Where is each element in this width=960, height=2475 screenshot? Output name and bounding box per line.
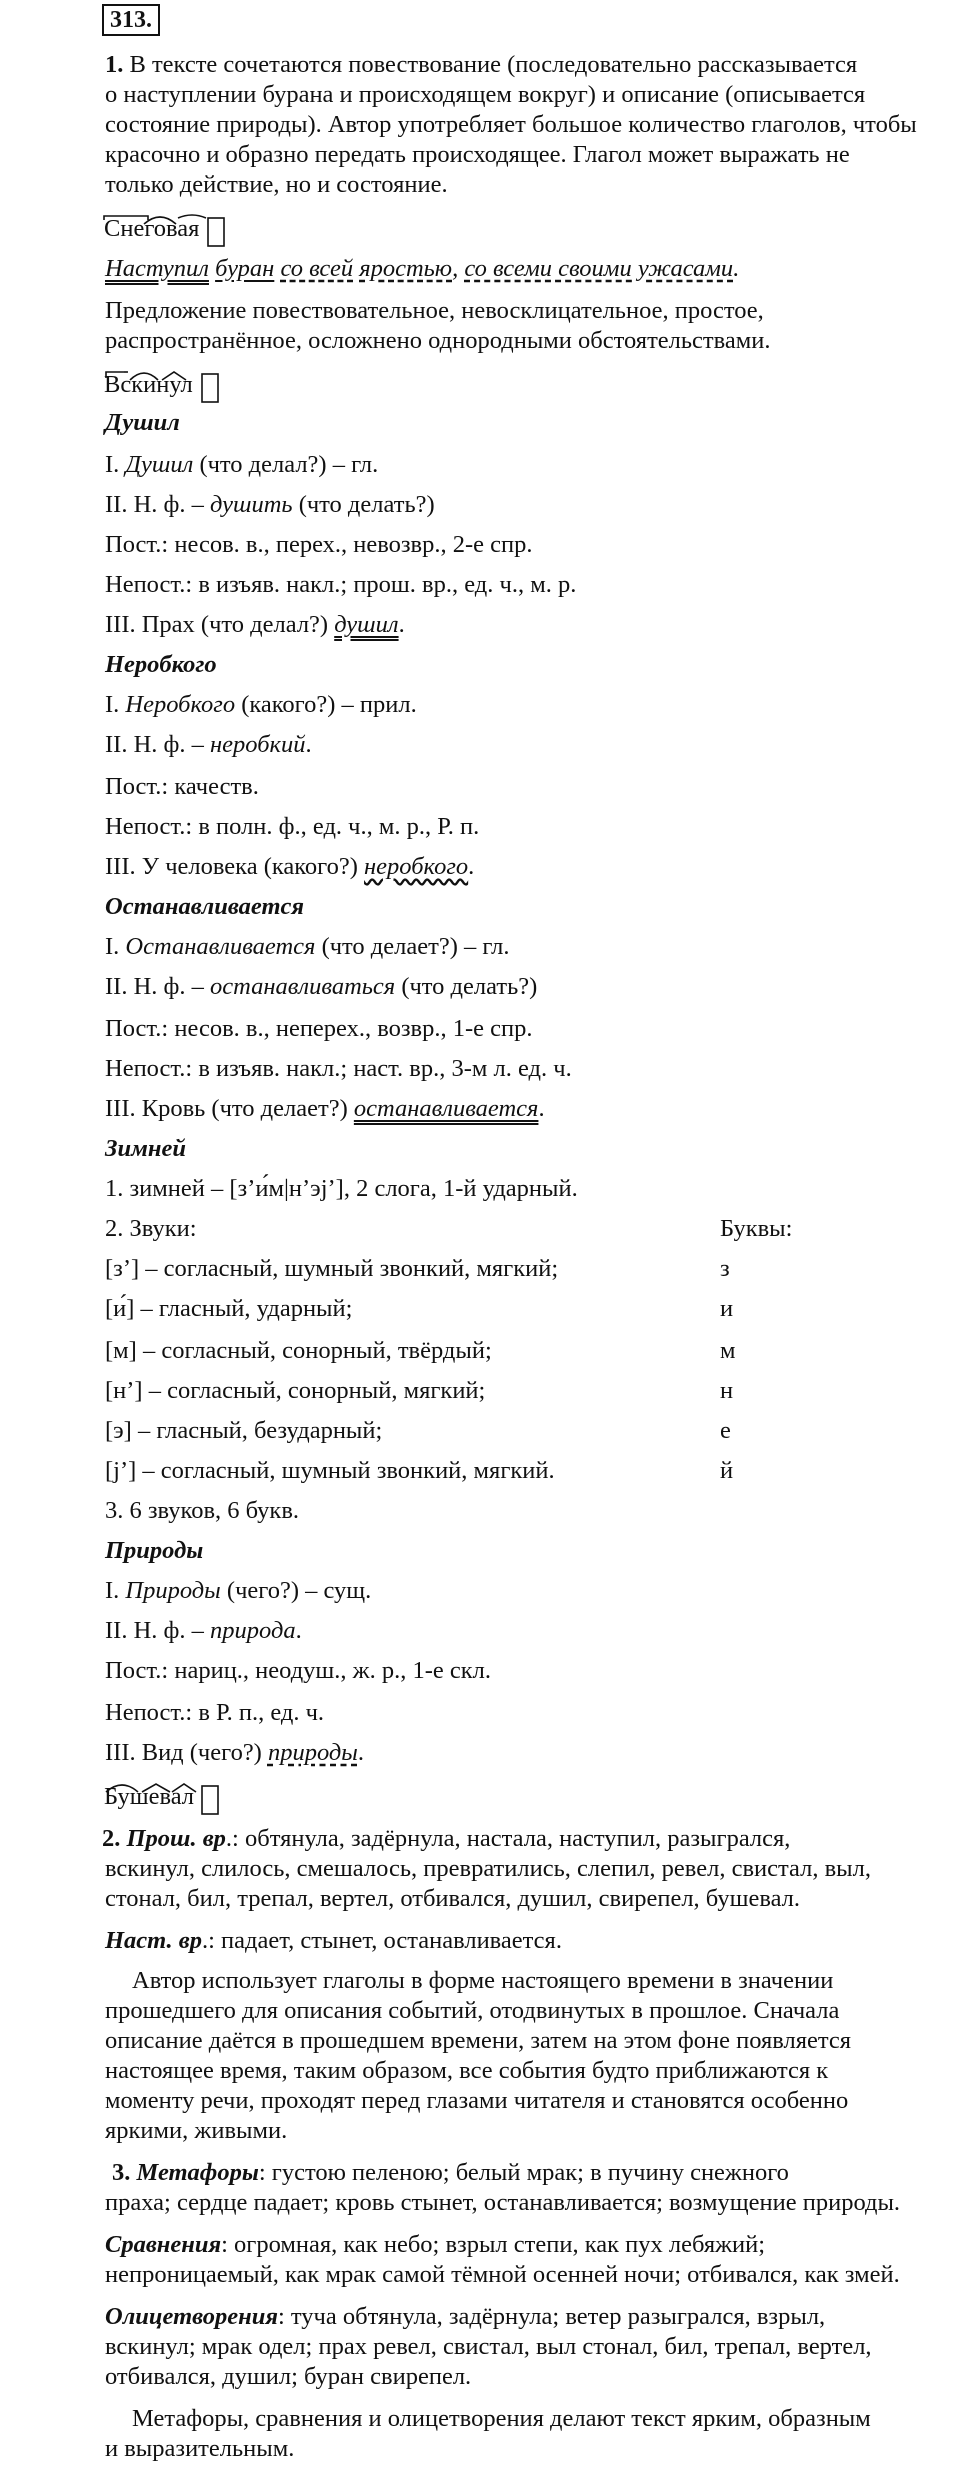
dushil-line-3: Пост.: несов. в., перех., невозвр., 2-е спр. [105, 531, 533, 558]
zimney-line-2: 2. Звуки: [105, 1215, 197, 1242]
comma: , [452, 255, 459, 282]
prirody-line-3: Пост.: нариц., неодуш., ж. р., 1-е скл. [105, 1657, 492, 1684]
conclusion-line-1: Метафоры, сравнения и олицетворения делают текст ярким, образным [132, 2405, 871, 2432]
dushil-line-5: III. Прах (что делал?) душил. [105, 611, 405, 638]
morpheme-word-text: Бушевал [104, 1783, 195, 1810]
parse-head-prirody: Природы [105, 1537, 204, 1564]
nerobkogo-line-2: II. Н. ф. – неробкий. [105, 731, 312, 758]
subject-word: буран [215, 255, 275, 282]
morpheme-word-vskinul [102, 370, 195, 400]
adverbial-phrase-1b: яростью [359, 255, 453, 282]
ostanavl-line-4: Непост.: в изъяв. накл.; наст. вр., 3-м л. ед. ч. [105, 1055, 572, 1082]
ostanavl-line-5: III. Кровь (что делает?) останавливается. [105, 1095, 545, 1122]
parse-head-nerobkogo: Неробкого [105, 651, 217, 678]
intro-line-4: красочно и образно передать происходящее. Глагол может выражать не [105, 141, 850, 168]
letter-cell: м [720, 1337, 736, 1364]
sound-row: [и́] – гласный, ударный; [105, 1295, 353, 1322]
nerobkogo-line-5: III. У человека (какого?) неробкого. [105, 853, 475, 880]
parse-head-dushil: Душил [105, 409, 180, 436]
sound-row: [э] – гласный, безударный; [105, 1417, 383, 1444]
morpheme-marks [102, 1782, 222, 1816]
past-tense-line-3: стонал, бил, трепал, вертел, отбивался, душил, свирепел, бушевал. [105, 1885, 801, 1912]
intro-line-5: только действие, но и состояние. [105, 171, 448, 198]
personification-line-1: Олицетворения: туча обтянула, задёрнула; ветер разыгрался, взрыл, [105, 2303, 826, 2330]
morpheme-word-bushеval [102, 1782, 196, 1812]
zimney-line-3: 3. 6 звуков, 6 букв. [105, 1497, 300, 1524]
prirody-line-2: II. Н. ф. – природа. [105, 1617, 302, 1644]
dushil-line-4: Непост.: в изъяв. накл.; прош. вр., ед. ч., м. р. [105, 571, 577, 598]
explanation-line-1: Автор использует глаголы в форме настоящего времени в значении [132, 1967, 834, 1994]
adverbial-phrase-2: со всеми своими ужасами [464, 255, 734, 282]
metaphors-line-1: 3. Метафоры: густою пеленою; белый мрак; в пучину снежного [112, 2159, 789, 2186]
parsed-sentence [105, 254, 739, 284]
morpheme-word-text: Вскинул [104, 371, 193, 398]
sound-row: [м] – согласный, сонорный, твёрдый; [105, 1337, 492, 1364]
morpheme-word-snegovaya [102, 214, 201, 244]
letters-header: Буквы: [720, 1215, 793, 1242]
letter-cell: з [720, 1255, 730, 1282]
ostanavl-line-1: I. Останавливается (что делает?) – гл. [105, 933, 510, 960]
present-tense-line: Наст. вр.: падает, стынет, останавливается. [105, 1927, 562, 1954]
past-tense-line-1: 2. Прош. вр.: обтянула, задёрнула, настала, наступил, разыгрался, [102, 1825, 791, 1852]
adverbial-phrase-1a: со всей [280, 255, 354, 282]
dushil-line-2: II. Н. ф. – душить (что делать?) [105, 491, 435, 518]
nerobkogo-line-3: Пост.: качеств. [105, 773, 259, 800]
sound-row: [н’] – согласный, сонорный, мягкий; [105, 1377, 486, 1404]
past-tense-line-2: вскинул, слилось, смешалось, превратились, слепил, ревел, свистал, выл, [105, 1855, 871, 1882]
ostanavl-line-2: II. Н. ф. – останавливаться (что делать?) [105, 973, 538, 1000]
explanation-line-4: настоящее время, таким образом, все события будто приближаются к [105, 2057, 829, 2084]
prirody-line-5: III. Вид (чего?) природы. [105, 1739, 365, 1766]
metaphors-line-2: праха; сердце падает; кровь стынет, останавливается; возмущение природы. [105, 2189, 901, 2216]
letter-cell: н [720, 1377, 734, 1404]
prirody-line-1: I. Природы (чего?) – сущ. [105, 1577, 372, 1604]
exercise-number: 313. [102, 4, 160, 36]
parse-head-zimney: Зимней [105, 1135, 186, 1162]
sound-row: [з’] – согласный, шумный звонкий, мягкий; [105, 1255, 559, 1282]
parse-head-ostanavl: Останавливается [105, 893, 305, 920]
letter-cell: й [720, 1457, 734, 1484]
ostanavl-line-3: Пост.: несов. в., неперех., возвр., 1-е спр. [105, 1015, 533, 1042]
explanation-line-2: прошедшего для описания событий, отодвинутых в прошлое. Сначала [105, 1997, 840, 2024]
letter-cell: и [720, 1295, 734, 1322]
comparisons-line-1: Сравнения: огромная, как небо; взрыл степи, как пух лебяжий; [105, 2231, 766, 2258]
conclusion-line-2: и выразительным. [105, 2435, 295, 2462]
personification-line-3: отбивался, душил; буран свирепел. [105, 2363, 472, 2390]
sentence-desc-2: распространённое, осложнено однородными обстоятельствами. [105, 327, 771, 354]
zimney-line-1: 1. зимней – [з’и́м|н’эj’], 2 слога, 1-й ударный. [105, 1175, 578, 1202]
letter-cell: е [720, 1417, 731, 1444]
dushil-line-1: I. Душил (что делал?) – гл. [105, 451, 379, 478]
predicate-word: Наступил [105, 255, 209, 282]
morpheme-marks [102, 370, 222, 404]
morpheme-word-text: Снеговая [104, 215, 200, 242]
intro-line-2: о наступлении бурана и происходящем вокруг) и описание (описывается [105, 81, 866, 108]
morpheme-marks [102, 214, 227, 248]
nerobkogo-line-4: Непост.: в полн. ф., ед. ч., м. р., Р. п. [105, 813, 480, 840]
nerobkogo-line-1: I. Неробкого (какого?) – прил. [105, 691, 417, 718]
intro-line: 1. В тексте сочетаются повествование (последовательно рассказывается [105, 51, 858, 78]
sound-row: [j’] – согласный, шумный звонкий, мягкий. [105, 1457, 555, 1484]
explanation-line-5: моменту речи, проходят перед глазами читателя и становятся особенно [105, 2087, 849, 2114]
explanation-line-3: описание даётся в прошедшем времени, затем на этом фоне появляется [105, 2027, 852, 2054]
personification-line-2: вскинул; мрак одел; прах ревел, свистал, выл стонал, бил, трепал, вертел, [105, 2333, 872, 2360]
explanation-line-6: яркими, живыми. [105, 2117, 288, 2144]
sentence-desc-1: Предложение повествовательное, невосклицательное, простое, [105, 297, 764, 324]
comparisons-line-2: непроницаемый, как мрак самой тёмной осенней ночи; отбивался, как змей. [105, 2261, 900, 2288]
period: . [733, 255, 740, 282]
intro-line-3: состояние природы). Автор употребляет большое количество глаголов, чтобы [105, 111, 917, 138]
prirody-line-4: Непост.: в Р. п., ед. ч. [105, 1699, 325, 1726]
